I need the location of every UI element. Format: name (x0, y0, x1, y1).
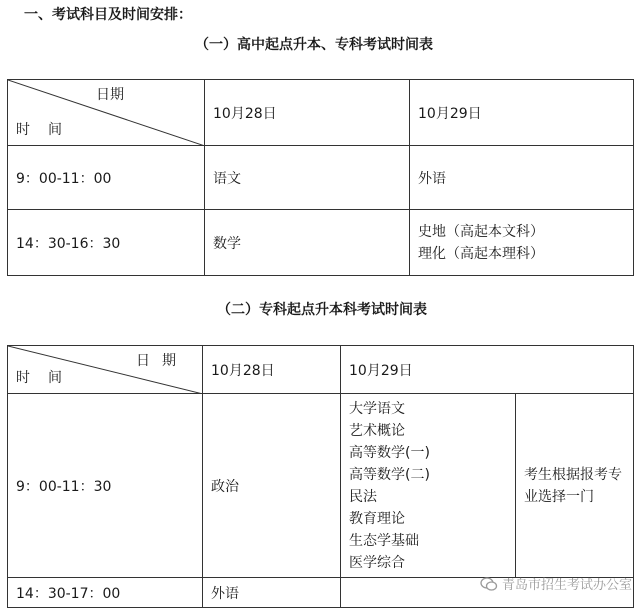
subject-cell: 外语 (410, 146, 634, 210)
table2-header-row (8, 346, 634, 394)
table-row (8, 146, 634, 210)
wechat-icon (480, 575, 498, 593)
table-row (8, 394, 634, 578)
subject-cell: 数学 (205, 210, 410, 276)
time-cell: 14：30-16：30 (8, 210, 205, 276)
table2-exam-schedule (7, 345, 634, 608)
subject-line: 民法 (349, 488, 377, 505)
table2-corner-cell (8, 346, 203, 394)
subject-line: 理化（高起本理科） (418, 245, 544, 262)
time-cell: 14：30-17：00 (8, 578, 203, 608)
corner-label-time: 时间 (16, 370, 80, 386)
corner-label-date: 日期 (136, 353, 188, 369)
subject-line: 医学综合 (349, 554, 405, 571)
subject-line: 史地（高起本文科） (418, 223, 544, 240)
subject-line: 艺术概论 (349, 422, 405, 439)
subject-line: 生态学基础 (349, 532, 419, 549)
table2-title: （二）专科起点升本科考试时间表 (217, 302, 427, 318)
watermark (480, 574, 632, 593)
table1-exam-schedule (7, 79, 634, 276)
subject-list-cell (341, 394, 516, 578)
subject-cell: 语文 (205, 146, 410, 210)
table2-date-1: 10月28日 (203, 346, 341, 394)
watermark-text: 青岛市招生考试办公室 (501, 578, 632, 593)
table1-date-2: 10月29日 (410, 80, 634, 146)
table-row (8, 210, 634, 276)
subject-cell: 外语 (203, 578, 341, 608)
subject-cell: 政治 (203, 394, 341, 578)
section-heading: 一、考试科目及时间安排： (24, 7, 192, 23)
table1-title: （一）高中起点升本、专科考试时间表 (195, 37, 433, 53)
table1-header-row (8, 80, 634, 146)
corner-label-time: 时间 (16, 122, 80, 138)
time-cell: 9：00-11：30 (8, 394, 203, 578)
selection-note-cell: 考生根据报考专业选择一门 (516, 394, 634, 578)
subject-line: 教育理论 (349, 510, 405, 527)
subject-line: 大学语文 (349, 400, 405, 417)
subject-cell (410, 210, 634, 276)
subject-line: 高等数学(二) (349, 466, 430, 483)
table1-corner-cell (8, 80, 205, 146)
table1-date-1: 10月28日 (205, 80, 410, 146)
table2-date-2: 10月29日 (341, 346, 634, 394)
corner-label-date: 日期 (96, 87, 124, 103)
subject-line: 高等数学(一) (349, 444, 430, 461)
time-cell: 9：00-11：00 (8, 146, 205, 210)
